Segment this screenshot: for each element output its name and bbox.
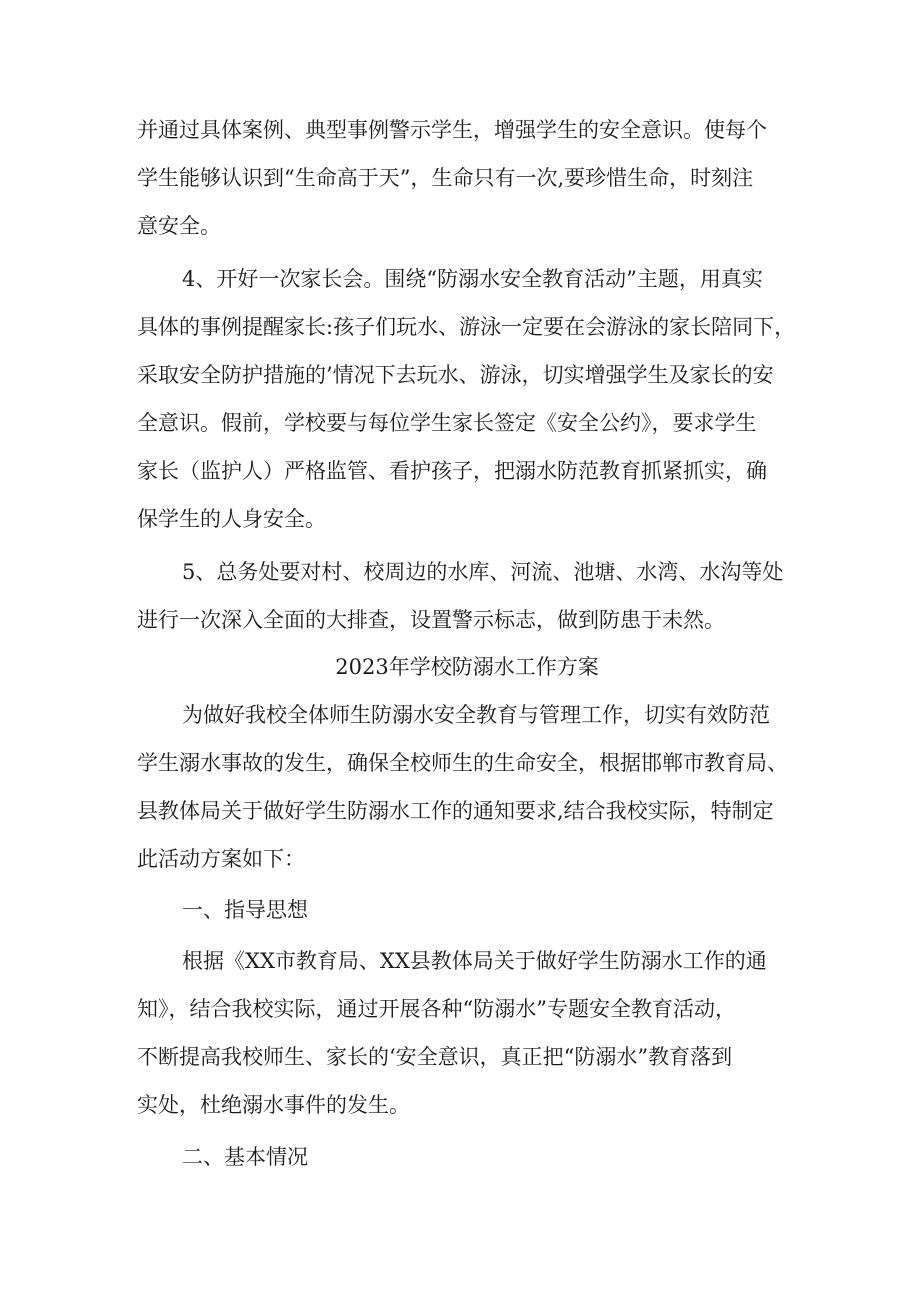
heading-basic-situation: 二、基本情况	[182, 1145, 308, 1169]
paragraph-line: 根据《XX市教育局、XX县教体局关于做好学生防溺水工作的通	[182, 949, 767, 973]
paragraph-line: 采取安全防护措施的’情况下去玩水、游泳，切实增强学生及家长的安	[137, 363, 774, 387]
paragraph-line: 实处，杜绝溺水事件的发生。	[137, 1093, 410, 1117]
paragraph-line: 具体的事例提醒家长:孩子们玩水、游泳一定要在会游泳的家长陪同下，	[137, 315, 796, 339]
paragraph-line: 县教体局关于做好学生防溺水工作的通知要求,结合我校实际，特制定	[137, 799, 774, 823]
paragraph-line: 知》，结合我校实际，通过开展各种“防溺水”专题安全教育活动，	[137, 997, 736, 1021]
paragraph-line: 并通过具体案例、典型事例警示学生，增强学生的安全意识。使每个	[137, 118, 767, 142]
paragraph-line: 家长（监护人）严格监管、看护孩子，把溺水防范教育抓紧抓实，确	[137, 459, 767, 483]
paragraph-line: 为做好我校全体师生防溺水安全教育与管理工作，切实有效防范	[182, 703, 770, 727]
paragraph-line: 不断提高我校师生、家长的‘安全意识，真正把“防溺水”教育落到	[137, 1045, 733, 1069]
paragraph-line: 保学生的人身安全。	[137, 507, 326, 531]
paragraph-line: 5、总务处要对村、校周边的水库、河流、池塘、水湾、水沟等处	[182, 560, 784, 584]
section-title: 2023年学校防溺水工作方案	[335, 655, 599, 679]
paragraph-line: 此活动方案如下：	[137, 847, 305, 871]
heading-guiding-ideology: 一、指导思想	[182, 898, 308, 922]
paragraph-line: 学生能够认识到“生命高于天”，生命只有一次,要珍惜生命，时刻注	[137, 166, 754, 190]
paragraph-line: 4、开好一次家长会。围绕“防溺水安全教育活动”主题，用真实	[182, 267, 763, 291]
paragraph-line: 学生溺水事故的发生，确保全校师生的生命安全，根据邯郸市教育局、	[137, 751, 788, 775]
paragraph-line: 全意识。假前，学校要与每位学生家长签定《安全公约》，要求学生	[137, 411, 757, 435]
paragraph-line: 进行一次深入全面的大排查，设置警示标志，做到防患于未然。	[137, 608, 725, 632]
paragraph-line: 意安全。	[137, 214, 221, 238]
